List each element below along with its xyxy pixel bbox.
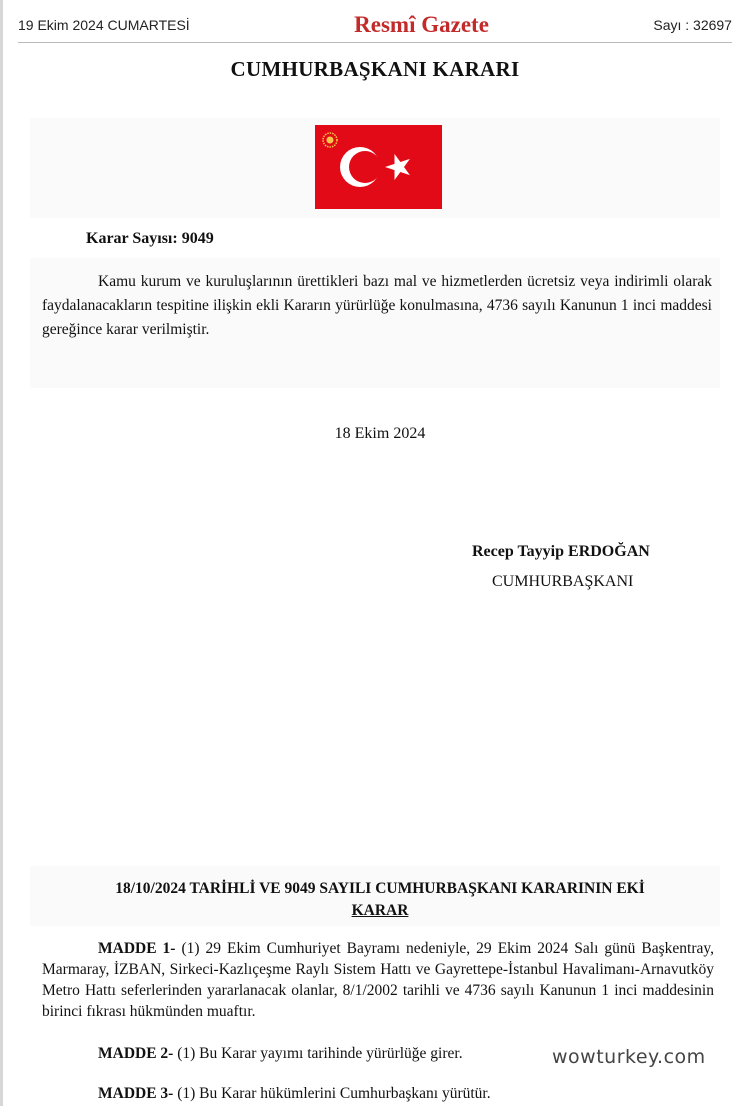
article-text: (1) Bu Karar yayımı tarihinde yürürlüğe girer. (173, 1045, 463, 1062)
annex-title-line1: 18/10/2024 TARİHLİ VE 9049 SAYILI CUMHURBAŞKANI KARARININ EKİ (115, 880, 645, 897)
header-divider (18, 42, 732, 43)
article-text: (1) Bu Karar hükümlerini Cumhurbaşkanı yürütür. (173, 1085, 491, 1102)
page-edge (0, 0, 3, 1106)
issue-number: Sayı : 32697 (653, 17, 732, 33)
turkish-flag-icon (315, 125, 442, 209)
signer-name: Recep Tayyip ERDOĞAN (472, 543, 650, 560)
decision-number: Karar Sayısı: 9049 (86, 230, 214, 247)
signer-title: CUMHURBAŞKANI (492, 573, 634, 590)
article-2 (98, 1043, 463, 1064)
document-title: CUMHURBAŞKANI KARARI (230, 57, 520, 81)
article-label: MADDE 1- (98, 940, 176, 957)
decision-date: 18 Ekim 2024 (334, 425, 426, 442)
annex-title (60, 878, 700, 922)
decision-body: Kamu kurum ve kuruluşlarının ürettikleri bazı mal ve hizmetlerden ücretsiz veya indirimli olarak faydalanacakların tespitine ilişkin ekli Kararın yürürlüğe konulmasına, 4736 sayılı Kanunun 1 inci maddesi gereğince karar verilmiştir. (42, 273, 712, 338)
header-date: 19 Ekim 2024 CUMARTESİ (18, 17, 190, 33)
article-1 (42, 938, 714, 1022)
article-label: MADDE 3- (98, 1085, 174, 1102)
watermark: wowturkey.com (548, 1046, 710, 1068)
gazette-title: Resmî Gazete (354, 12, 489, 37)
article-3 (98, 1083, 491, 1104)
annex-title-line2: KARAR (351, 902, 409, 919)
gazette-header (18, 10, 732, 40)
article-text: (1) 29 Ekim Cumhuriyet Bayramı nedeniyle, 29 Ekim 2024 Salı günü Başkentray, Marmaray, İZBAN, Sirkeci-Kazlıçeşme Raylı Sistem Hattı ve Gayrettepe-İstanbul Havalimanı-Arnavutköy Metro Hattı seferlerinden yararlanacak olanlar, 8/1/2002 tarihli ve 4736 sayılı Kanunun 1 inci maddesinin birinci fıkrası hükmünden muaftır. (42, 940, 714, 1020)
article-label: MADDE 2- (98, 1045, 174, 1062)
